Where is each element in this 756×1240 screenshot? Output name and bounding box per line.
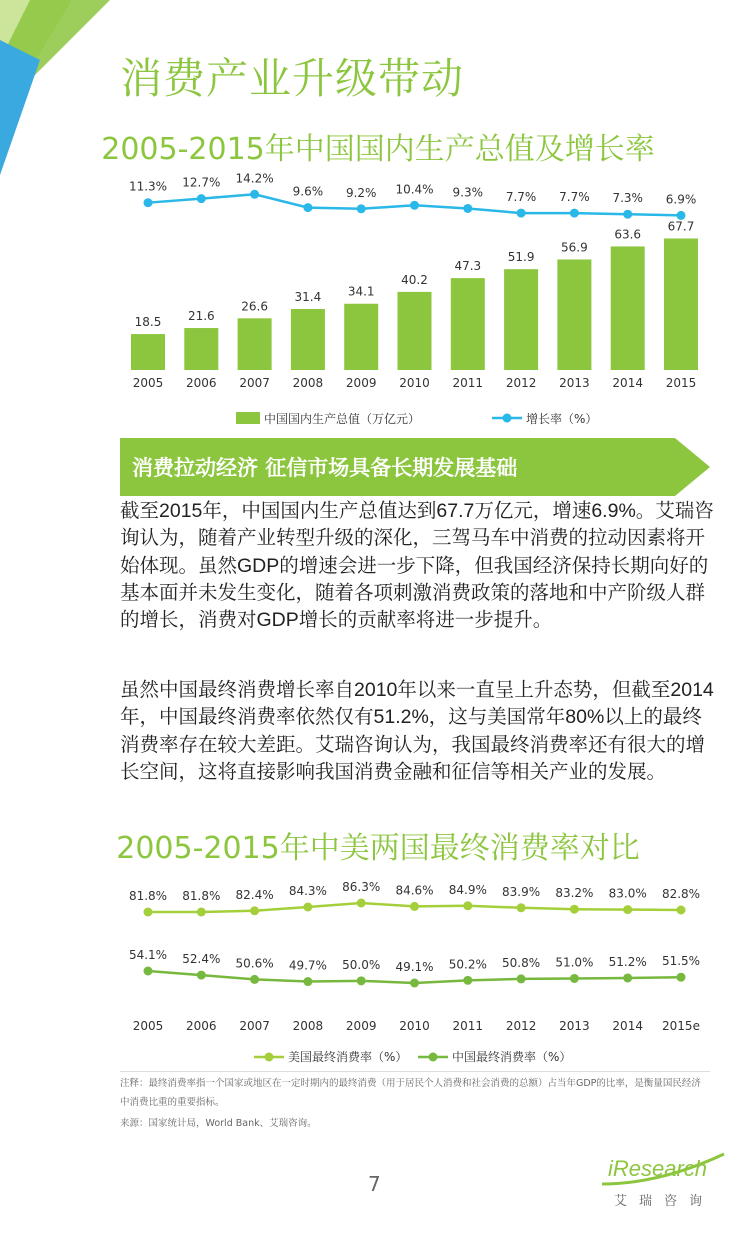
gdp-bar <box>504 269 538 370</box>
us-rate-point <box>144 908 153 917</box>
consumption-rate-chart <box>0 870 756 1070</box>
notes-divider <box>120 1071 710 1072</box>
growth-value-label: 7.7% <box>559 190 590 205</box>
us-rate-label: 83.9% <box>502 884 541 899</box>
cn-rate-point <box>517 974 526 983</box>
us-rate-point <box>517 903 526 912</box>
x-tick-label: 2008 <box>292 376 324 390</box>
x-tick-label: 2008 <box>292 1019 324 1033</box>
gdp-chart <box>0 168 756 433</box>
x-tick-label: 2015 <box>665 376 697 390</box>
iresearch-logo <box>600 1150 730 1212</box>
us-rate-label: 83.2% <box>555 886 594 901</box>
gdp-value-label: 47.3 <box>454 259 482 274</box>
cn-rate-label: 49.1% <box>395 960 434 974</box>
gdp-bar <box>344 304 378 370</box>
growth-point <box>410 201 419 210</box>
gdp-value-label: 21.6 <box>187 309 215 324</box>
x-tick-label: 2007 <box>239 376 270 390</box>
growth-point <box>250 190 259 199</box>
x-tick-label: 2013 <box>559 1019 590 1033</box>
growth-value-label: 12.7% <box>182 175 221 190</box>
gdp-value-label: 63.6 <box>614 227 642 242</box>
legend-label-growth: 增长率（%） <box>526 412 598 426</box>
legend-label-us: 美国最终消费率（%） <box>288 1050 408 1064</box>
paragraph-2: 虽然中国最终消费增长率自2010年以来一直呈上升态势，但截至2014年，中国最终消费率依然仅有51.2%，这与美国常年80%以上的最终消费率存在较大差距。艾瑞咨询认为，我国最终消费率还有很大的增长空间，这将直接影响我国消费金融和征信等相关产业的发展。 <box>120 679 714 783</box>
growth-point <box>517 209 526 218</box>
us-rate-label: 82.4% <box>235 887 274 902</box>
x-tick-label: 2010 <box>399 1019 430 1033</box>
cn-rate-point <box>197 971 206 980</box>
paragraph-1: 截至2015年，中国国内生产总值达到67.7万亿元，增速6.9%。艾瑞咨询认为，随着产业转型升级的深化，三驾马车中消费的拉动因素将开始体现。虽然GDP的增速会进一步下降，但我国经济保持长期向好的基本面并未发生变化，随着各项刺激消费政策的落地和中产阶级人群的增长，消费对GDP增长的贡献率将进一步提升。 <box>120 500 714 632</box>
growth-value-label: 9.6% <box>292 184 324 199</box>
us-rate-point <box>357 899 366 908</box>
growth-value-label: 6.9% <box>665 192 697 207</box>
cn-rate-point <box>677 973 686 982</box>
x-tick-label: 2014 <box>612 376 643 390</box>
cn-rate-label: 51.2% <box>608 954 647 969</box>
cn-rate-point <box>303 977 312 986</box>
cn-rate-label: 50.0% <box>342 957 381 972</box>
gdp-value-label: 67.7 <box>667 219 695 234</box>
us-rate-point <box>623 905 632 914</box>
gdp-value-label: 18.5 <box>134 315 162 330</box>
x-tick-label: 2005 <box>132 376 164 390</box>
us-rate-label: 86.3% <box>342 880 381 894</box>
growth-value-label: 9.3% <box>452 185 484 200</box>
us-rate-label: 84.9% <box>448 882 487 897</box>
page-number: 7 <box>368 1172 381 1196</box>
gdp-bar <box>451 278 485 370</box>
logo-text: iResearch <box>608 1156 708 1181</box>
us-rate-label: 81.8% <box>182 889 221 903</box>
gdp-value-label: 31.4 <box>294 289 322 304</box>
gdp-bar <box>664 238 698 370</box>
growth-value-label: 7.3% <box>612 191 643 206</box>
cn-rate-point <box>144 967 153 976</box>
us-rate-point <box>463 901 472 910</box>
us-rate-point <box>410 902 419 911</box>
x-tick-label: 2010 <box>399 376 430 390</box>
gdp-bar <box>131 334 165 370</box>
growth-point <box>303 203 312 212</box>
growth-point <box>570 209 579 218</box>
x-tick-label: 2007 <box>239 1019 270 1033</box>
us-rate-label: 83.0% <box>608 886 647 901</box>
cn-rate-label: 50.6% <box>235 956 274 971</box>
gdp-bar <box>291 309 325 370</box>
us-rate-label: 84.3% <box>288 884 327 898</box>
x-tick-label: 2012 <box>505 376 537 390</box>
gdp-value-label: 40.2 <box>401 272 428 287</box>
growth-value-label: 7.7% <box>505 190 537 205</box>
us-rate-point <box>250 906 259 915</box>
cn-rate-label: 50.8% <box>502 955 541 970</box>
x-tick-label: 2011 <box>452 376 484 390</box>
x-tick-label: 2006 <box>186 1019 217 1033</box>
notes <box>120 1074 710 1133</box>
gdp-bar <box>611 246 645 370</box>
cn-rate-label: 49.7% <box>288 958 327 973</box>
us-rate-label: 84.6% <box>395 883 434 898</box>
us-rate-point <box>197 908 206 917</box>
growth-point <box>463 204 472 213</box>
note-text: 注释：最终消费率指一个国家或地区在一定时期内的最终消费（用于居民个人消费和社会消费的总额）占当年GDP的比率，是衡量国民经济中消费比重的重要指标。 <box>120 1078 701 1108</box>
logo-subtext: 艾瑞咨询 <box>614 1194 715 1209</box>
cn-rate-point <box>570 974 579 983</box>
us-rate-point <box>570 905 579 914</box>
gdp-value-label: 34.1 <box>347 284 375 299</box>
chart1-title: 2005-2015年中国国内生产总值及增长率 <box>101 132 655 167</box>
cn-rate-point <box>410 979 419 988</box>
growth-point <box>144 198 153 207</box>
section-banner <box>120 438 710 496</box>
x-tick-label: 2011 <box>452 1019 484 1033</box>
cn-rate-label: 54.1% <box>128 948 168 962</box>
x-tick-label: 2005 <box>132 1019 164 1033</box>
x-tick-label: 2012 <box>505 1019 537 1033</box>
growth-point <box>623 210 632 219</box>
growth-value-label: 14.2% <box>235 171 274 186</box>
growth-point <box>357 204 366 213</box>
cn-rate-label: 51.5% <box>661 954 701 969</box>
legend-marker-growth <box>503 414 512 423</box>
source-text: 来源：国家统计局，World Bank、艾瑞咨询。 <box>120 1118 317 1129</box>
gdp-bar <box>238 318 272 370</box>
growth-value-label: 9.2% <box>345 185 377 200</box>
growth-value-label: 10.4% <box>395 182 434 197</box>
legend-swatch-gdp <box>236 412 260 424</box>
cn-rate-point <box>623 973 632 982</box>
us-rate-point <box>677 906 686 915</box>
cn-rate-label: 51.0% <box>555 955 594 970</box>
legend-marker-us <box>265 1053 274 1062</box>
cn-rate-label: 50.2% <box>448 957 487 972</box>
x-tick-label: 2014 <box>612 1019 643 1033</box>
gdp-value-label: 51.9 <box>507 250 535 265</box>
chart2-title: 2005-2015年中美两国最终消费率对比 <box>116 831 640 866</box>
x-tick-label: 2009 <box>345 1019 377 1033</box>
us-rate-point <box>303 903 312 912</box>
gdp-bar <box>557 259 591 370</box>
cn-rate-point <box>250 975 259 984</box>
legend-label-gdp: 中国国内生产总值（万亿元） <box>264 412 421 426</box>
gdp-bar <box>398 292 432 370</box>
x-tick-label: 2013 <box>559 376 590 390</box>
growth-point <box>197 194 206 203</box>
legend-marker-cn <box>429 1053 438 1062</box>
cn-rate-label: 52.4% <box>182 952 221 967</box>
x-tick-label: 2006 <box>186 376 217 390</box>
legend-label-cn: 中国最终消费率（%） <box>452 1050 572 1064</box>
page-title: 消费产业升级带动 <box>120 54 465 103</box>
growth-value-label: 11.3% <box>128 179 168 194</box>
x-tick-label: 2009 <box>345 376 377 390</box>
banner-text: 消费拉动经济 征信市场具备长期发展基础 <box>132 456 518 480</box>
x-tick-label: 2015e <box>662 1019 700 1033</box>
us-rate-label: 81.8% <box>128 889 168 903</box>
growth-point <box>677 211 686 220</box>
cn-rate-point <box>463 976 472 985</box>
gdp-bar <box>184 328 218 370</box>
us-rate-label: 82.8% <box>661 887 701 901</box>
gdp-value-label: 26.6 <box>241 299 268 314</box>
gdp-value-label: 56.9 <box>561 240 588 255</box>
cn-rate-point <box>357 976 366 985</box>
